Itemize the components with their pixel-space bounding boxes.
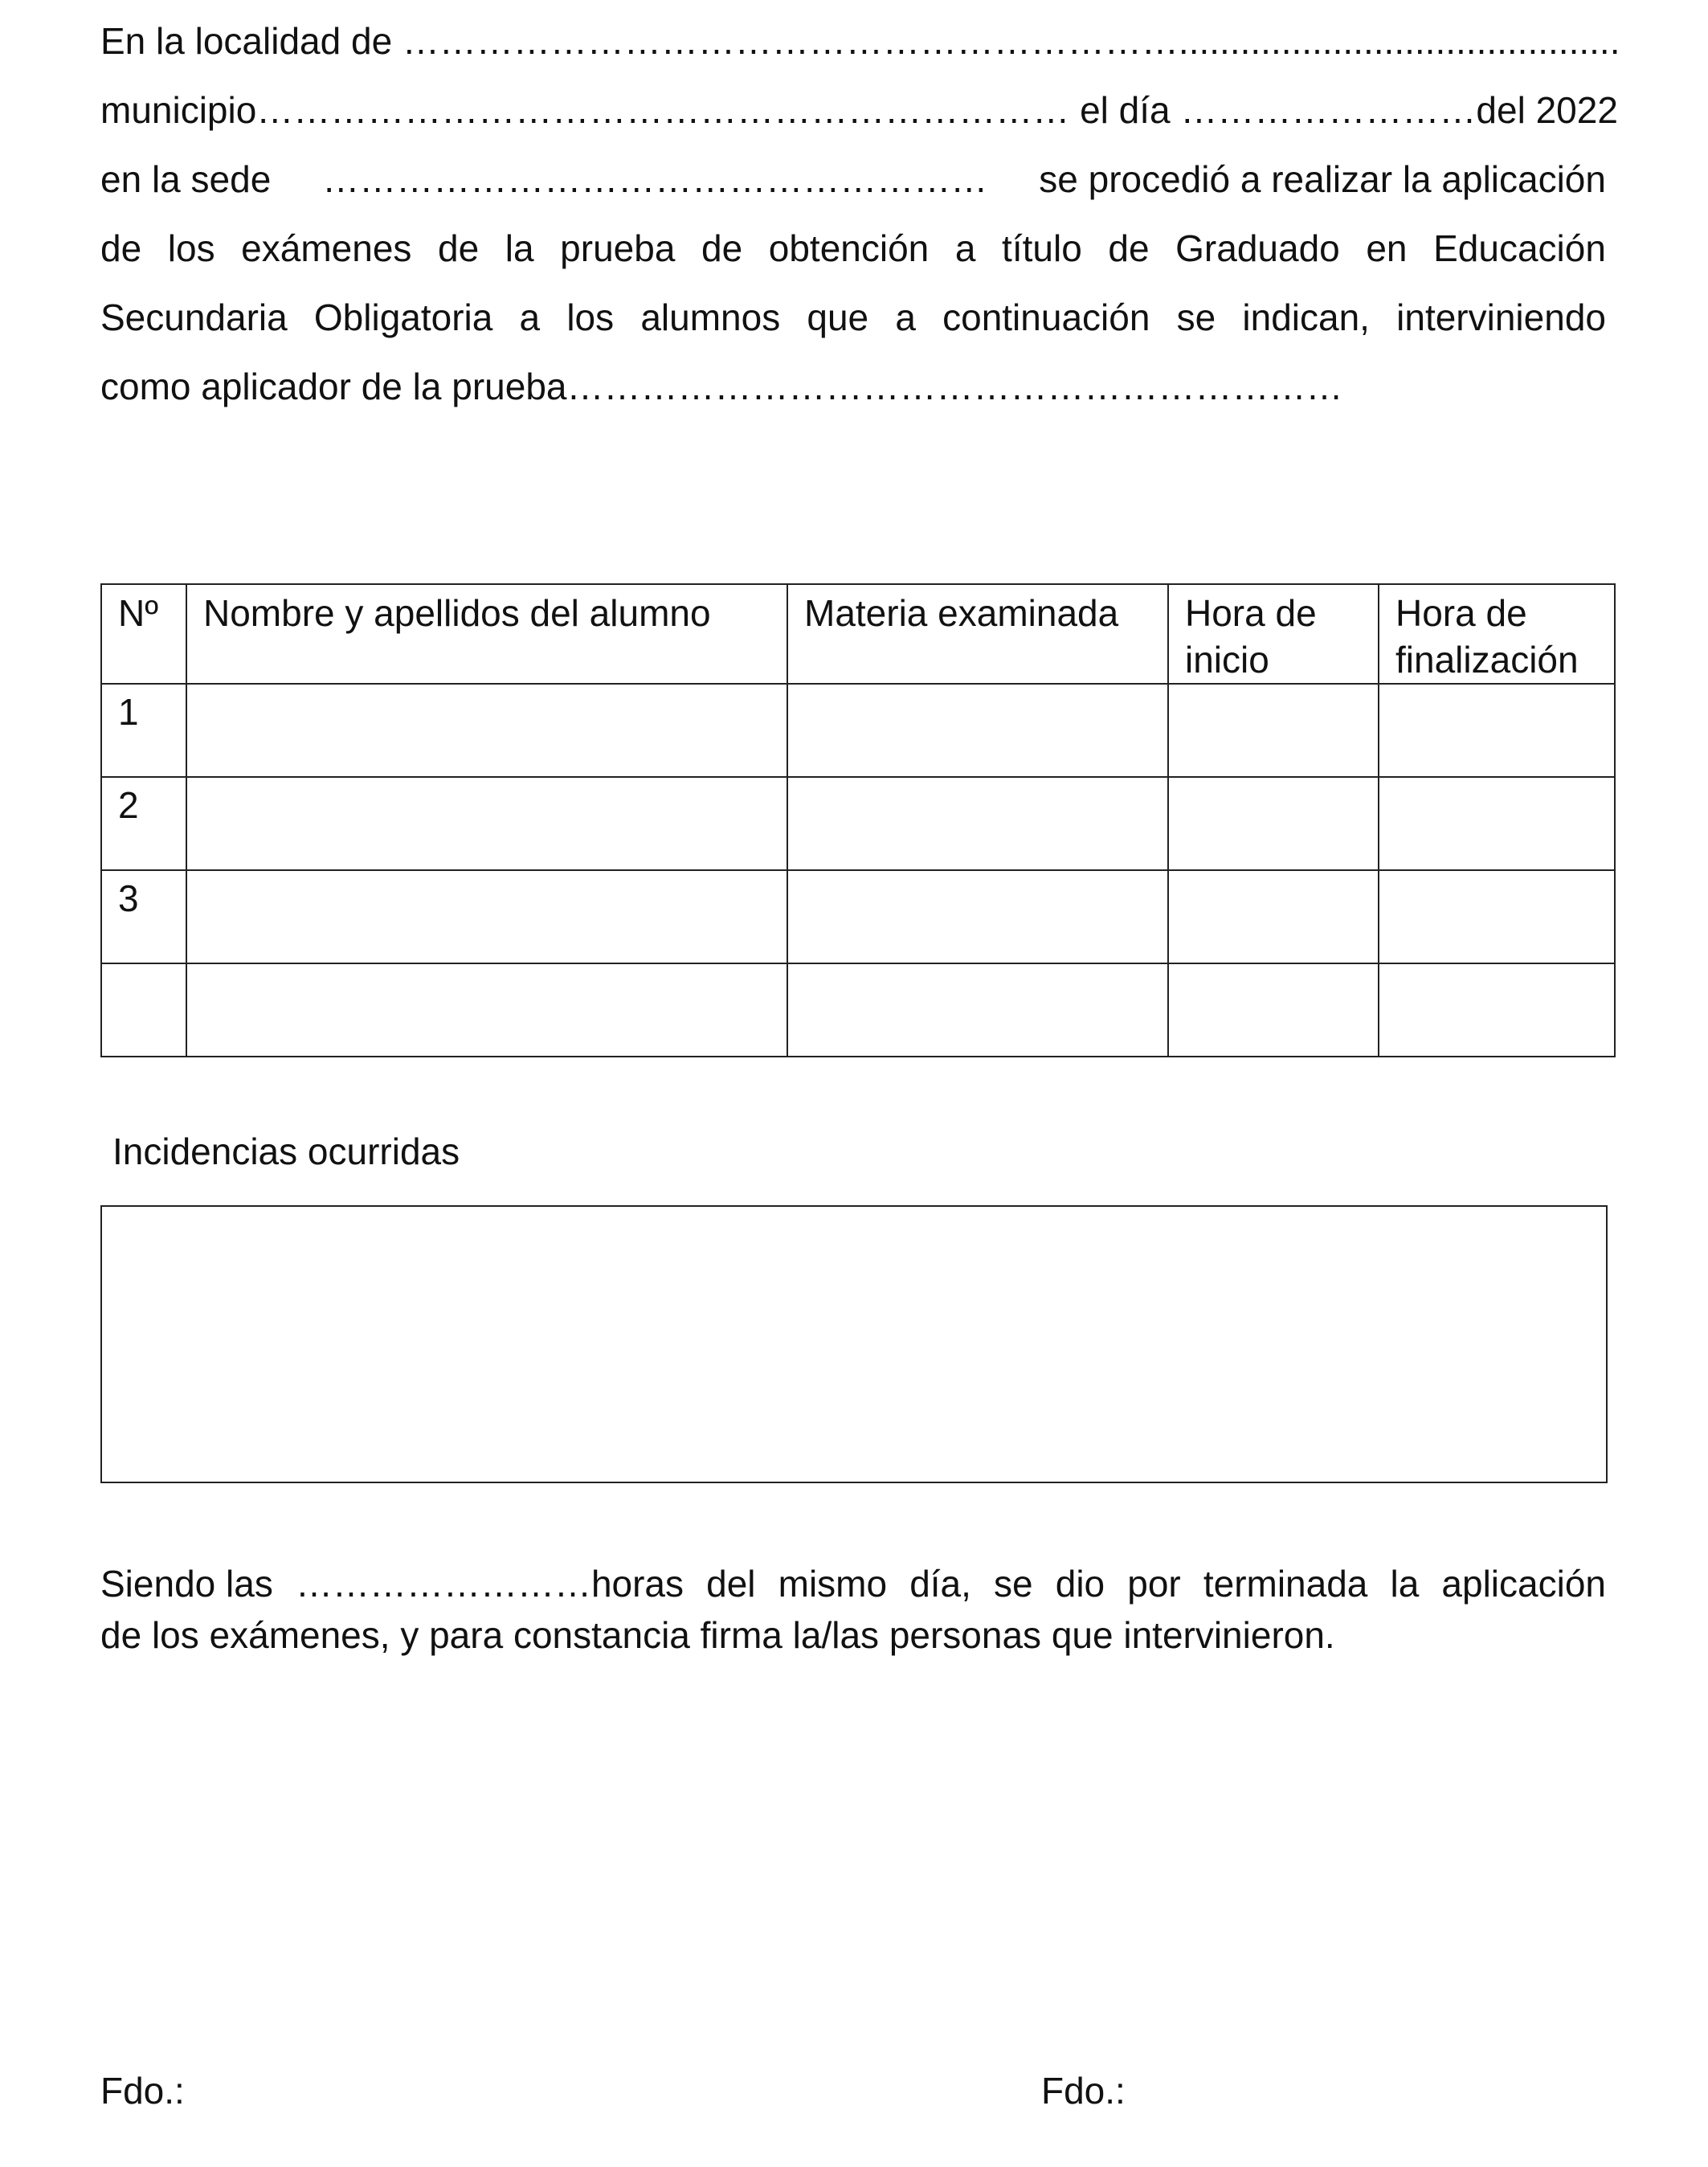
intro-word: indican, (1242, 296, 1370, 338)
cell-hora-fin[interactable] (1379, 870, 1615, 963)
intro-word: a (895, 296, 916, 338)
intro-word: interviniendo (1396, 296, 1606, 338)
intro-word: Secundaria (100, 296, 288, 338)
intro-line-aplicador[interactable]: como aplicador de la prueba……………………………………………………… (100, 366, 1343, 407)
intro-word: a (519, 296, 541, 338)
intro-word: la (505, 227, 534, 269)
closing-word: terminada (1203, 1563, 1368, 1605)
cell-nombre[interactable] (186, 963, 787, 1057)
intro-word: se (1176, 296, 1216, 338)
intro-word: los (167, 227, 215, 269)
intro-word: Graduado (1175, 227, 1340, 269)
intro-word: Obligatoria (313, 296, 493, 338)
cell-hora-inicio[interactable] (1168, 870, 1379, 963)
closing-line-1 (100, 1562, 1606, 1605)
cell-hora-fin[interactable] (1379, 963, 1615, 1057)
intro-word: que (807, 296, 869, 338)
intro-word: obtención (768, 227, 930, 269)
cell-materia[interactable] (787, 684, 1168, 777)
closing-word: mismo (778, 1563, 888, 1605)
intro-word: prueba (560, 227, 676, 269)
intro-word: en (1366, 227, 1408, 269)
cell-nombre[interactable] (186, 777, 787, 870)
intro-word: Educación (1433, 227, 1606, 269)
closing-word: día, (909, 1563, 971, 1605)
horas-blank[interactable]: ……………………horas (295, 1563, 684, 1605)
header-materia: Materia examinada (787, 584, 1168, 684)
intro-line-4 (100, 227, 1606, 270)
header-hora-fin: Hora de finalización (1379, 584, 1615, 684)
cell-materia[interactable] (787, 963, 1168, 1057)
intro-word: de (1108, 227, 1150, 269)
cell-hora-fin[interactable] (1379, 777, 1615, 870)
intro-line-localidad (100, 19, 1620, 63)
cell-hora-fin[interactable] (1379, 684, 1615, 777)
intro-line-sede (100, 157, 1606, 201)
cell-materia[interactable] (787, 777, 1168, 870)
intro-word: continuación (942, 296, 1150, 338)
sede-label: en la sede (100, 158, 272, 200)
sede-blank[interactable]: ……………………………………………… (312, 158, 988, 200)
intro-word: título (1002, 227, 1082, 269)
intro-word: exámenes (241, 227, 412, 269)
header-num: Nº (101, 584, 186, 684)
closing-word: por (1127, 1563, 1181, 1605)
incidencias-box[interactable] (100, 1205, 1608, 1483)
cell-hora-inicio[interactable] (1168, 963, 1379, 1057)
cell-hora-inicio[interactable] (1168, 684, 1379, 777)
intro-line-municipio (100, 88, 1618, 132)
municipio-blank[interactable]: municipio………………………………………………………… (100, 89, 1070, 131)
cell-materia[interactable] (787, 870, 1168, 963)
table-row (101, 684, 1615, 777)
cell-nombre[interactable] (186, 870, 787, 963)
incidencias-label: Incidencias ocurridas (112, 1131, 460, 1172)
localidad-blank[interactable]: ………………………………………………………........................................... (392, 20, 1620, 62)
signature-left[interactable]: Fdo.: (100, 2070, 185, 2112)
closing-word: del (706, 1563, 756, 1605)
header-hora-inicio: Hora de inicio (1168, 584, 1379, 684)
header-nombre: Nombre y apellidos del alumno (186, 584, 787, 684)
closing-word: aplicación (1441, 1563, 1606, 1605)
intro-word: de (100, 227, 142, 269)
intro-word: de (701, 227, 743, 269)
table-row (101, 870, 1615, 963)
cell-nombre[interactable] (186, 684, 787, 777)
signature-right[interactable]: Fdo.: (1041, 2070, 1126, 2112)
row-number: 2 (101, 777, 186, 870)
row-number (101, 963, 186, 1057)
localidad-label: En la localidad de (100, 20, 393, 62)
students-table (100, 583, 1616, 1057)
dia-blank[interactable]: el día …………………… (1069, 89, 1477, 131)
closing-word: se (994, 1563, 1033, 1605)
row-number: 1 (101, 684, 186, 777)
intro-word: alumnos (640, 296, 781, 338)
intro-word: a (954, 227, 976, 269)
intro-word: los (566, 296, 615, 338)
year-text: del 2022 (1476, 89, 1618, 131)
closing-word: dio (1055, 1563, 1105, 1605)
closing-word: la (1390, 1563, 1420, 1605)
cell-hora-inicio[interactable] (1168, 777, 1379, 870)
closing-line-2: de los exámenes, y para constancia firma la/las personas que intervinieron. (100, 1614, 1335, 1656)
intro-line-5 (100, 296, 1606, 339)
table-row (101, 963, 1615, 1057)
row-number: 3 (101, 870, 186, 963)
sede-rest: se procedió a realizar la aplicación (1028, 158, 1606, 200)
table-row (101, 777, 1615, 870)
table-header-row (101, 584, 1615, 684)
closing-word: Siendo las (100, 1563, 273, 1605)
intro-word: de (438, 227, 480, 269)
